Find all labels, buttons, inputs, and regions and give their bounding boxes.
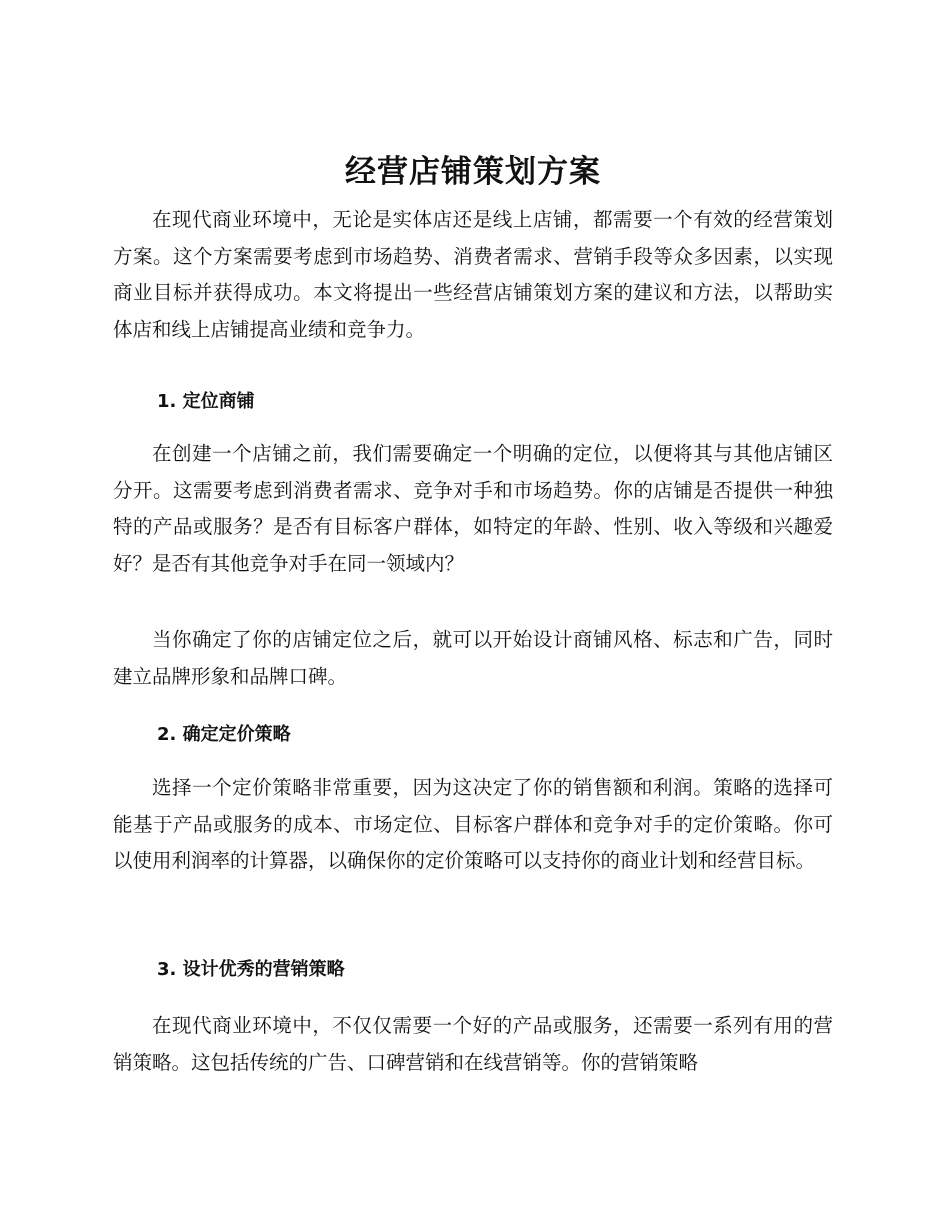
section-3-heading: 3. 设计优秀的营销策略 — [157, 959, 345, 980]
section-1-paragraph-2: 当你确定了你的店铺定位之后，就可以开始设计商铺风格、标志和广告，同时建立品牌形象和品牌口碑。 — [113, 628, 833, 688]
section-3-paragraph-1: 在现代商业环境中，不仅仅需要一个好的产品或服务，还需要一系列有用的营销策略。这包括传统的广告、口碑营销和在线营销等。你的营销策略 — [113, 1014, 833, 1074]
section-2-heading: 2. 确定定价策略 — [157, 724, 291, 745]
document-title: 经营店铺策划方案 — [345, 154, 601, 190]
section-1-paragraph-1: 在创建一个店铺之前，我们需要确定一个明确的定位，以便将其与其他店铺区分开。这需要考虑到消费者需求、竞争对手和市场趋势。你的店铺是否提供一种独特的产品或服务？是否有目标客户群体，如特定的年龄、性别、收入等级和兴趣爱好？是否有其他竞争对手在同一领域内？ — [113, 442, 833, 575]
section-2-paragraph-1: 选择一个定价策略非常重要，因为这决定了你的销售额和利润。策略的选择可能基于产品或服务的成本、市场定位、目标客户群体和竞争对手的定价策略。你可以使用利润率的计算器，以确保你的定价策略可以支持你的商业计划和经营目标。 — [113, 776, 833, 872]
section-1-heading: 1. 定位商铺 — [157, 391, 255, 412]
intro-paragraph: 在现代商业环境中，无论是实体店还是线上店铺，都需要一个有效的经营策划方案。这个方案需要考虑到市场趋势、消费者需求、营销手段等众多因素，以实现商业目标并获得成功。本文将提出一些经营店铺策划方案的建议和方法，以帮助实体店和线上店铺提高业绩和竞争力。 — [113, 208, 833, 341]
